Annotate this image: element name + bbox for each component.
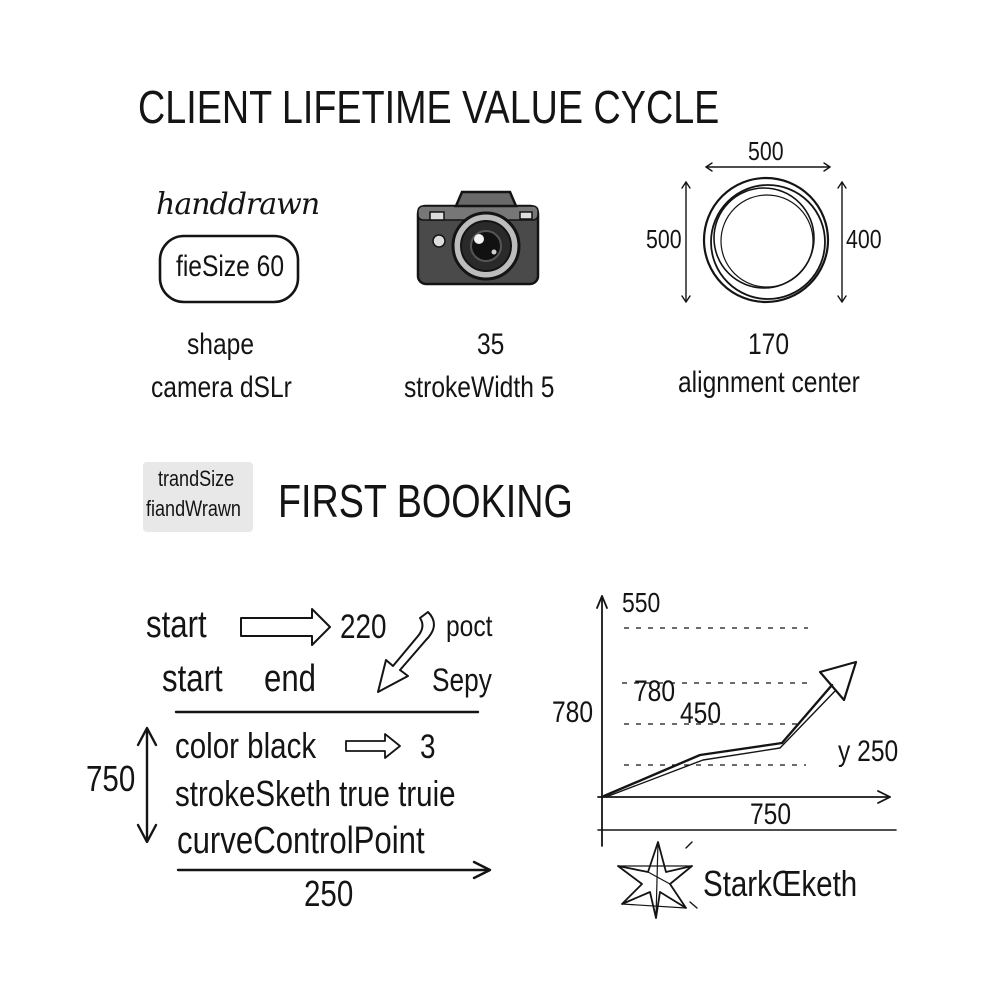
caption-stroke-width: strokeWidth 5 — [404, 371, 555, 404]
circle-dimension-figure — [682, 163, 846, 302]
star-burst-icon — [618, 842, 697, 918]
arrow-right-icon — [241, 609, 330, 645]
caption-camera-dslr: camera dSLr — [151, 371, 292, 404]
camera-icon — [418, 192, 538, 284]
row2-start: start — [162, 658, 223, 700]
page-title: CLIENT LIFETIME VALUE CYCLE — [138, 81, 720, 133]
row5-curve-control-point: curveControlPoint — [177, 820, 425, 862]
script-label: handdrawn — [156, 187, 320, 222]
row3-color: color black — [175, 725, 317, 766]
caption-alignment: alignment center — [678, 366, 860, 399]
caption-35: 35 — [477, 328, 505, 361]
side-label-750: 750 — [86, 758, 136, 799]
row3-value: 3 — [420, 728, 436, 766]
row2-end: end — [264, 658, 316, 700]
chart-label-780-inner: 780 — [634, 675, 676, 708]
badge-line-1: trandSize — [158, 466, 235, 491]
footer-brand-text: StarkŒketh — [703, 863, 858, 904]
section-heading: FIRST BOOKING — [278, 475, 573, 527]
line-chart — [597, 596, 899, 846]
arrow-small-icon — [346, 734, 400, 758]
dim-label-right: 400 — [846, 224, 882, 254]
badge-line-2: fiandWrawn — [146, 496, 241, 521]
row4-stroke-sketch: strokeSketh true truie — [175, 773, 456, 814]
caption-170: 170 — [748, 328, 790, 361]
pill-text: fieSize 60 — [176, 250, 285, 283]
chart-label-550: 550 — [622, 587, 661, 618]
chart-label-y250: y 250 — [838, 735, 899, 768]
row1-value: 220 — [340, 608, 387, 646]
dim-label-left: 500 — [646, 224, 682, 254]
row2-right: Sepy — [432, 662, 492, 698]
chart-label-450: 450 — [680, 697, 722, 730]
row1-start: start — [146, 604, 207, 646]
dim-label-top: 500 — [748, 136, 784, 166]
bottom-label-250: 250 — [304, 873, 354, 914]
chart-label-780-left: 780 — [552, 696, 594, 729]
caption-shape: shape — [187, 328, 255, 361]
row1-right: poct — [446, 610, 493, 643]
chart-label-750: 750 — [750, 798, 792, 831]
vertical-double-arrow-icon — [138, 728, 156, 842]
